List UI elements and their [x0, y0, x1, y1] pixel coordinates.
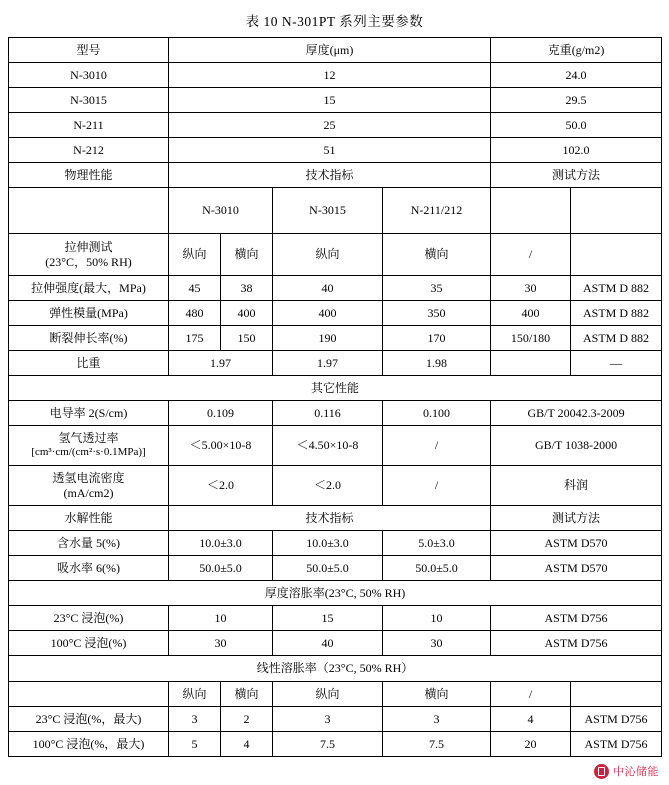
value-cell: 150/180: [491, 326, 571, 351]
value-cell: ＜4.50×10-8: [273, 426, 383, 466]
value-cell: 1.98: [383, 351, 491, 376]
row-label: 比重: [9, 351, 169, 376]
value-cell: 400: [273, 301, 383, 326]
battery-logo-icon: [594, 764, 609, 779]
table-row: [9, 301, 662, 326]
table-row: [9, 113, 662, 138]
value-cell: 30: [383, 631, 491, 656]
slash-cell: /: [491, 682, 571, 707]
value-cell: 30: [491, 276, 571, 301]
hydrolysis-method-label: 测试方法: [491, 506, 662, 531]
table-row-section-thickness-swell: [9, 581, 662, 606]
value-cell: 35: [383, 276, 491, 301]
table-row: [9, 531, 662, 556]
table-row: [9, 556, 662, 581]
method-cell: —: [571, 351, 662, 376]
col-model-2: N-3015: [273, 188, 383, 234]
table-row: [9, 138, 662, 163]
table-row: [9, 466, 662, 506]
value-cell: 480: [169, 301, 221, 326]
row-label: 弹性模量(MPa): [9, 301, 169, 326]
value-cell: 1.97: [169, 351, 273, 376]
table-row-tensile-directions: [9, 234, 662, 276]
row-label: 23°C 浸泡(%): [9, 606, 169, 631]
table-row: [9, 351, 662, 376]
direction-cell: 纵向: [273, 234, 383, 276]
value-cell: 20: [491, 732, 571, 757]
value-cell: 400: [491, 301, 571, 326]
model-name: N-211: [9, 113, 169, 138]
value-cell: 190: [273, 326, 383, 351]
table-row: [9, 401, 662, 426]
col-model-3: N-211/212: [383, 188, 491, 234]
value-cell: 45: [169, 276, 221, 301]
method-cell: ASTM D 882: [571, 326, 662, 351]
value-cell: 4: [221, 732, 273, 757]
value-cell: ＜2.0: [169, 466, 273, 506]
physical-label: 物理性能: [9, 163, 169, 188]
slash-cell: /: [491, 234, 571, 276]
table-row-section-other: [9, 376, 662, 401]
linear-swell-title: 线性溶胀率（23°C, 50% RH）: [9, 656, 662, 682]
table-row: [9, 732, 662, 757]
value-cell: 50.0±5.0: [383, 556, 491, 581]
value-cell: 170: [383, 326, 491, 351]
value-cell: 3: [383, 707, 491, 732]
empty-cell: [571, 682, 662, 707]
value-cell: 5: [169, 732, 221, 757]
value-cell: 10: [383, 606, 491, 631]
model-thickness: 25: [169, 113, 491, 138]
thickness-swell-title: 厚度溶胀率(23°C, 50% RH): [9, 581, 662, 606]
model-name: N-212: [9, 138, 169, 163]
value-cell: 40: [273, 631, 383, 656]
value-cell: 2: [221, 707, 273, 732]
model-weight: 24.0: [491, 63, 662, 88]
method-cell: ASTM D 882: [571, 301, 662, 326]
header-thickness: 厚度(μm): [169, 38, 491, 63]
model-weight: 102.0: [491, 138, 662, 163]
method-cell: ASTM D570: [491, 531, 662, 556]
value-cell: 3: [273, 707, 383, 732]
table-row-section-linear-swell: [9, 656, 662, 682]
row-label-line2: [cm³·cm/(cm²·s·0.1MPa)]: [31, 446, 146, 459]
empty-cell: [571, 234, 662, 276]
table-row: [9, 276, 662, 301]
method-cell: 科润: [491, 466, 662, 506]
value-cell: 30: [169, 631, 273, 656]
value-cell: /: [383, 466, 491, 506]
row-label: 电导率 2(S/cm): [9, 401, 169, 426]
method-cell: ASTM D570: [491, 556, 662, 581]
header-model: 型号: [9, 38, 169, 63]
tensile-label: [9, 234, 169, 276]
hydrolysis-spec-label: 技术指标: [169, 506, 491, 531]
method-cell: ASTM D756: [491, 631, 662, 656]
value-cell: 350: [383, 301, 491, 326]
model-thickness: 12: [169, 63, 491, 88]
header-weight: 克重(g/m2): [491, 38, 662, 63]
row-label: 100°C 浸泡(%，最大): [9, 732, 169, 757]
value-cell: 0.116: [273, 401, 383, 426]
page-title: 表 10 N-301PT 系列主要参数: [245, 14, 424, 29]
row-label: 100°C 浸泡(%): [9, 631, 169, 656]
hydrolysis-label: 水解性能: [9, 506, 169, 531]
watermark: [594, 763, 659, 779]
value-cell: 10.0±3.0: [273, 531, 383, 556]
direction-cell: 纵向: [273, 682, 383, 707]
value-cell: 50.0±5.0: [273, 556, 383, 581]
table-row: [9, 631, 662, 656]
value-cell: 4: [491, 707, 571, 732]
model-weight: 29.5: [491, 88, 662, 113]
row-label: [9, 426, 169, 466]
direction-cell: 横向: [221, 234, 273, 276]
value-cell: 10.0±3.0: [169, 531, 273, 556]
physical-spec-label: 技术指标: [169, 163, 491, 188]
model-weight: 50.0: [491, 113, 662, 138]
method-cell: ASTM D756: [571, 732, 662, 757]
method-cell: ASTM D756: [491, 606, 662, 631]
table-row-linear-directions: [9, 682, 662, 707]
direction-cell: 横向: [383, 234, 491, 276]
table-row: [9, 63, 662, 88]
spec-table: [8, 37, 662, 757]
method-cell: ASTM D756: [571, 707, 662, 732]
empty-cell: [491, 188, 571, 234]
table-row: [9, 606, 662, 631]
method-cell: GB/T 20042.3-2009: [491, 401, 662, 426]
direction-cell: 纵向: [169, 234, 221, 276]
method-cell: ASTM D 882: [571, 276, 662, 301]
table-row: [9, 426, 662, 466]
value-cell: ＜5.00×10-8: [169, 426, 273, 466]
row-label: 含水量 5(%): [9, 531, 169, 556]
tensile-label-line2: (23°C，50% RH): [45, 254, 132, 269]
model-name: N-3015: [9, 88, 169, 113]
empty-cell: [9, 188, 169, 234]
watermark-text: 中沁储能: [613, 766, 659, 778]
value-cell: 175: [169, 326, 221, 351]
value-cell: 38: [221, 276, 273, 301]
value-cell: /: [383, 426, 491, 466]
physical-method-label: 测试方法: [491, 163, 662, 188]
value-cell: 7.5: [383, 732, 491, 757]
row-label: 23°C 浸泡(%，最大): [9, 707, 169, 732]
model-thickness: 15: [169, 88, 491, 113]
value-cell: 0.109: [169, 401, 273, 426]
table-row-col-models: [9, 188, 662, 234]
model-thickness: 51: [169, 138, 491, 163]
table-row-section-physical: [9, 163, 662, 188]
table-row: [9, 326, 662, 351]
table-row: [9, 707, 662, 732]
value-cell: 400: [221, 301, 273, 326]
other-section-title: 其它性能: [9, 376, 662, 401]
value-cell: ＜2.0: [273, 466, 383, 506]
value-cell: 7.5: [273, 732, 383, 757]
value-cell: 15: [273, 606, 383, 631]
direction-cell: 横向: [221, 682, 273, 707]
value-cell: 40: [273, 276, 383, 301]
value-cell: 50.0±5.0: [169, 556, 273, 581]
table-row-section-hydrolysis: [9, 506, 662, 531]
value-cell: 0.100: [383, 401, 491, 426]
value-cell: 150: [221, 326, 273, 351]
value-cell: 5.0±3.0: [383, 531, 491, 556]
row-label: [9, 466, 169, 506]
value-cell: 10: [169, 606, 273, 631]
value-cell: [491, 351, 571, 376]
table-row: [9, 88, 662, 113]
value-cell: 1.97: [273, 351, 383, 376]
direction-cell: 横向: [383, 682, 491, 707]
row-label-line2: (mA/cm2): [63, 485, 114, 500]
table-row-header: [9, 38, 662, 63]
tensile-label-line1: 拉伸测试: [64, 239, 113, 254]
empty-cell: [9, 682, 169, 707]
method-cell: GB/T 1038-2000: [491, 426, 662, 466]
col-model-1: N-3010: [169, 188, 273, 234]
empty-cell: [571, 188, 662, 234]
value-cell: 3: [169, 707, 221, 732]
row-label-line1: 透氢电流密度: [52, 470, 125, 485]
row-label: 吸水率 6(%): [9, 556, 169, 581]
row-label: 拉伸强度(最大，MPa): [9, 276, 169, 301]
model-name: N-3010: [9, 63, 169, 88]
row-label: 断裂伸长率(%): [9, 326, 169, 351]
row-label-line1: 氢气透过率: [58, 431, 119, 446]
direction-cell: 纵向: [169, 682, 221, 707]
